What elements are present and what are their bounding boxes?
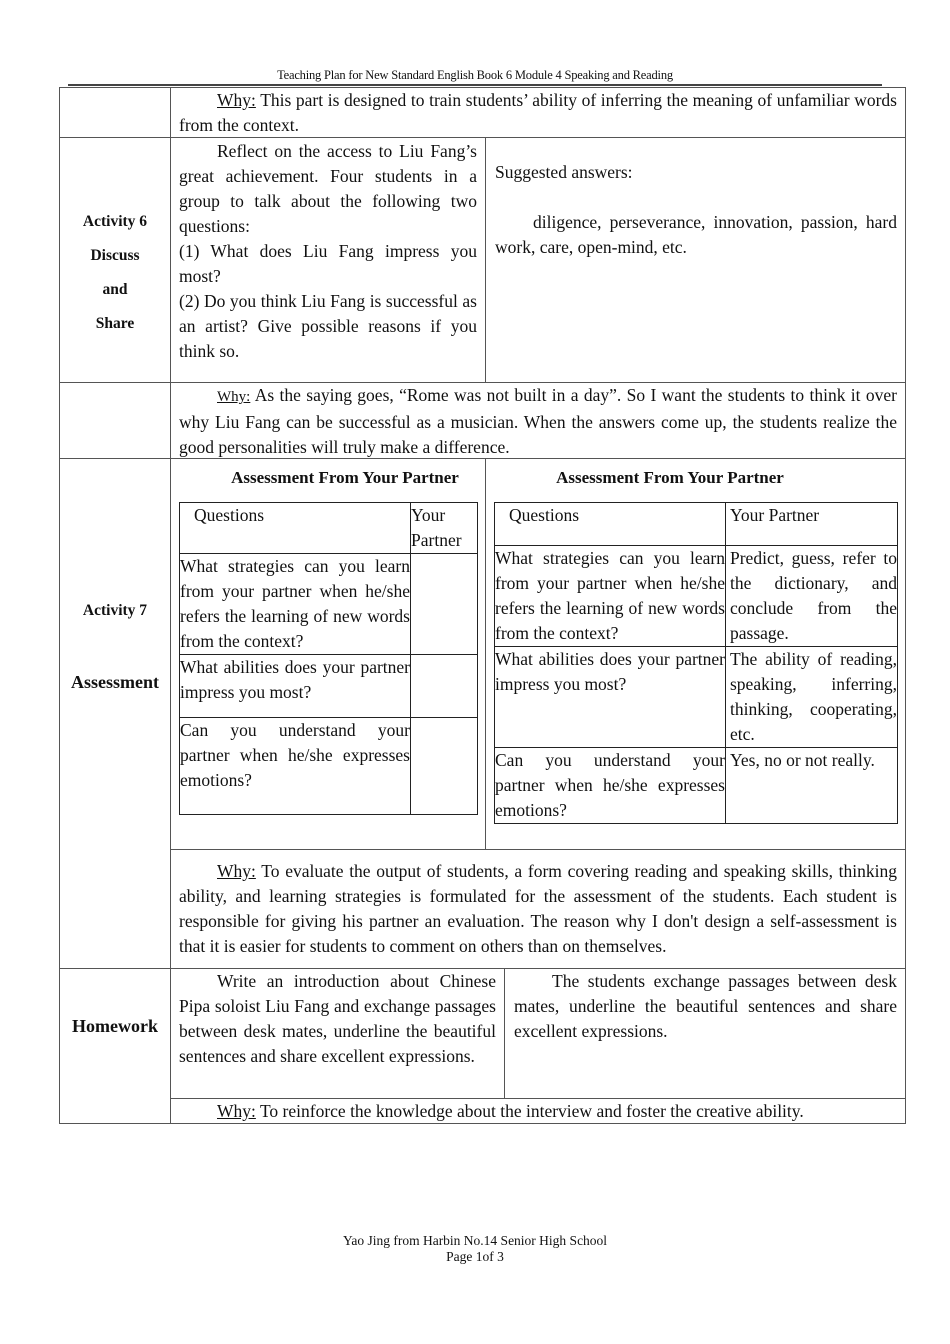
activity7-why-body: To evaluate the output of students, a form covering reading and speaking skills, thinking ability, and learning strategies is formulated for the assessment of the students. Each student is responsible for giving his partner an evaluation. The reason why I don't design a self-assessment is that it is easier for students to comment on others than on themselves. <box>179 861 897 956</box>
homework-why <box>179 1099 897 1124</box>
column-header-your-partner: Your Partner <box>726 503 898 546</box>
activity6-question-2: (2) Do you think Liu Fang is successful as an artist? Give possible reasons if you think so. <box>179 291 477 361</box>
homework-why-body: To reinforce the knowledge about the interview and foster the creative ability. <box>255 1101 804 1121</box>
suggested-answers-text: diligence, perseverance, innovation, passion, hard work, care, open-mind, etc. <box>495 212 897 257</box>
partner-answer-field[interactable] <box>411 718 478 815</box>
partner-answer: Predict, guess, refer to the dictionary, and conclude from the passage. <box>726 546 898 647</box>
partner-answer-field[interactable] <box>411 554 478 655</box>
partner-answer-field[interactable] <box>411 655 478 718</box>
activity6-label-line: Share <box>95 315 135 332</box>
activity6-intro: Reflect on the access to Liu Fang’s great achievement. Four students in a group to talk about the following two questions: <box>179 141 477 236</box>
suggested-answers-heading: Suggested answers: <box>495 162 633 182</box>
form-question: Can you understand your partner when he/she expresses emotions? <box>180 718 411 815</box>
form-question: What strategies can you learn from your partner when he/she refers the learning of new words from the context? <box>495 546 726 647</box>
why-intro-text <box>179 88 897 138</box>
homework-task: Write an introduction about Chinese Pipa soloist Liu Fang and exchange passages between desk mates, underline the beautiful sentences and share excellent expressions. <box>179 971 496 1066</box>
homework-label: Homework <box>72 1016 158 1036</box>
form-question: What abilities does your partner impress you most? <box>180 655 411 718</box>
left-form-title: Assessment From Your Partner <box>231 468 459 487</box>
footer-author: Yao Jing from Harbin No.14 Senior High School <box>342 1233 608 1248</box>
why-label: Why: <box>217 861 256 881</box>
activity6-divider <box>485 137 486 382</box>
activity6-answers <box>495 160 897 260</box>
footer-page-number: Page 1of 3 <box>446 1249 504 1264</box>
activity6-label <box>60 205 170 341</box>
activity6-why <box>179 383 897 460</box>
activity7-sublabel: Assessment <box>71 672 159 692</box>
why-label: Why: <box>217 389 251 405</box>
activity7-label: Activity 7 <box>82 602 148 619</box>
column-header-questions: Questions <box>180 503 411 554</box>
partner-answer: Yes, no or not really. <box>726 748 898 824</box>
activity6-label-line: and <box>102 281 128 298</box>
right-form-title: Assessment From Your Partner <box>556 468 784 487</box>
why-label: Why: <box>217 90 256 110</box>
partner-answer: The ability of reading, speaking, inferring, thinking, cooperating, etc. <box>726 647 898 748</box>
form-question: What abilities does your partner impress you most? <box>495 647 726 748</box>
why-intro-body: This part is designed to train students’ ability of inferring the meaning of unfamiliar words from the context. <box>179 90 897 135</box>
activity6-label-line: Discuss <box>90 247 140 264</box>
activity6-label-line: Activity 6 <box>82 213 148 230</box>
why-label: Why: <box>217 1101 256 1121</box>
column-header-questions: Questions <box>495 503 726 546</box>
activity6-instructions <box>179 139 477 364</box>
row-line <box>170 849 906 850</box>
homework-divider <box>504 968 505 1098</box>
page-header-title: Teaching Plan for New Standard English Book 6 Module 4 Speaking and Reading <box>277 68 673 82</box>
form-question: What strategies can you learn from your partner when he/she refers the learning of new words from the context? <box>180 554 411 655</box>
header-rule <box>68 84 882 86</box>
activity6-question-1: (1) What does Liu Fang impress you most? <box>179 241 477 286</box>
activity6-why-body: As the saying goes, “Rome was not built in a day”. So I want the students to think it over why Liu Fang can be successful as a musician. When the answers come up, the students realize the good personalities will truly make a difference. <box>179 385 897 457</box>
activity7-divider <box>485 458 486 849</box>
activity7-why <box>179 859 897 959</box>
right-assessment-form <box>494 502 898 824</box>
left-assessment-form <box>179 502 478 815</box>
form-question: Can you understand your partner when he/she expresses emotions? <box>495 748 726 824</box>
column-header-your-partner: Your Partner <box>411 503 478 554</box>
homework-response: The students exchange passages between desk mates, underline the beautiful sentences and share excellent expressions. <box>514 971 897 1041</box>
